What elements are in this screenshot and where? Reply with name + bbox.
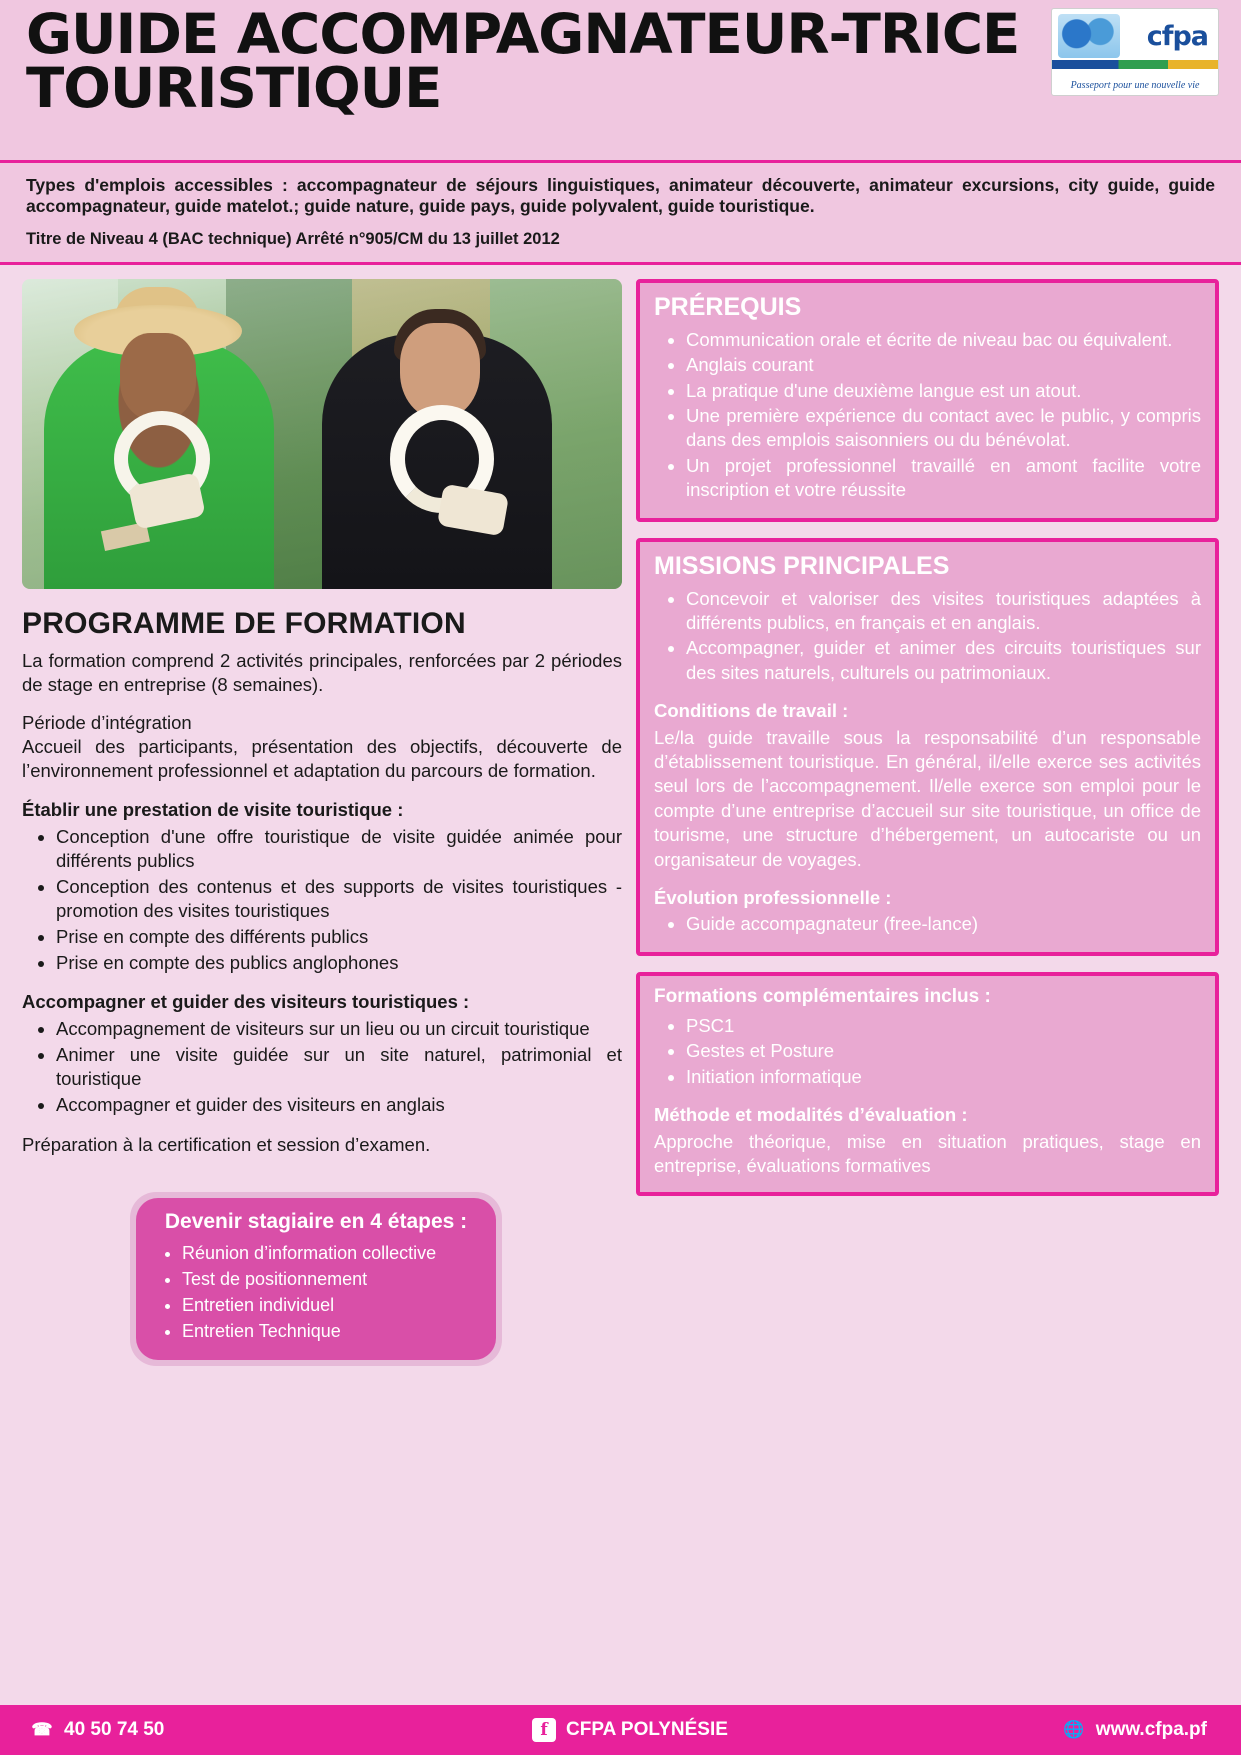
program-closing: Préparation à la certification et session d’examen. [22,1134,431,1156]
left-column [22,279,622,1366]
logo-faces-icon [1058,14,1120,58]
list-item: • Animer une visite guidée sur un site naturel, patrimonial et touristique [56,1043,622,1091]
footer-phone[interactable] [30,1718,390,1742]
prerequisites-box [636,279,1219,522]
list-item: • Concevoir et valoriser des visites touristiques adaptées à différents publics, en français et en anglais. [686,587,1201,636]
method-title: Méthode et modalités d’évaluation : [654,1104,968,1126]
facebook-icon: f [532,1718,556,1742]
evolution-list [654,912,1201,936]
page-title [26,2,1026,120]
list-item: • Accompagnement de visiteurs sur un lieu ou un circuit touristique [56,1017,622,1041]
diploma-text: Titre de Niveau 4 (BAC technique) Arrêté n°905/CM du 13 juillet 2012 [26,230,560,249]
block1-list [22,825,622,975]
bottom-strip [0,1751,1241,1755]
missions-list [654,587,1201,686]
list-item: • Initiation informatique [686,1065,1201,1089]
list-item: • Réunion d’information collective [182,1240,478,1266]
title-line-1: GUIDE ACCOMPAGNATEUR-TRICE [26,2,1020,66]
logo-wordmark: cfpa [1146,21,1208,52]
list-item: • Entretien Technique [182,1318,478,1344]
list-item: • Un projet professionnel travaillé en amont facilite votre inscription et votre réussite [686,454,1201,503]
list-item: • Conception des contenus et des supports de visites touristiques - promotion des visites touristiques [56,875,622,923]
right-column [636,279,1219,1366]
evolution-title: Évolution professionnelle : [654,887,892,909]
phone-icon: ☎ [31,1720,53,1739]
list-item: • La pratique d'une deuxième langue est un atout. [686,379,1201,403]
footer-facebook[interactable] [390,1718,870,1742]
complements-title: Formations complémentaires inclus : [654,985,991,1007]
logo-tagline: Passeport pour une nouvelle vie [1070,80,1200,91]
program-intro: La formation comprend 2 activités principales, renforcées par 2 périodes de stage en entreprise (8 semaines). [22,649,622,695]
steps-title: Devenir stagiaire en 4 étapes : [164,1209,468,1233]
missions-box [636,538,1219,956]
method-text: Approche théorique, mise en situation pratiques, stage en entreprise, évaluations formatives [654,1130,1201,1176]
footer [0,1699,1241,1755]
complements-list [654,1014,1201,1089]
list-item: • Prise en compte des différents publics [56,925,622,949]
header [0,0,1241,160]
body-area [0,265,1241,1366]
complements-box [636,972,1219,1196]
integration-title: Période d’intégration [22,711,192,733]
list-item: • Gestes et Posture [686,1039,1201,1063]
jobs-text: Types d'emplois accessibles : accompagnateur de séjours linguistiques, animateur découverte, animateur excursions, city guide, guide accompagnateur, guide matelot.; guide nature, guide pays, guide polyvalent, guide touristique. [26,175,1215,216]
title-block [26,2,1020,120]
list-item: • Guide accompagnateur (free-lance) [686,912,1201,936]
conditions-title: Conditions de travail : [654,700,849,722]
list-item: • Accompagner, guider et animer des circuits touristiques sur des sites naturels, culturels ou patrimoniaux. [686,636,1201,685]
footer-website-label: www.cfpa.pf [1095,1719,1207,1740]
missions-title: MISSIONS PRINCIPALES [654,551,950,580]
list-item: • Une première expérience du contact avec le public, y compris dans des emplois saisonniers ou du bénévolat. [686,404,1201,453]
cfpa-logo [1051,8,1219,96]
globe-icon: 🌐 [1063,1720,1085,1739]
steps-box [130,1192,502,1366]
list-item: • Entretien individuel [182,1292,478,1318]
block2-list [22,1017,622,1117]
conditions-text: Le/la guide travaille sous la responsabilité d’un responsable d’établissement touristique. En général, il/elle exerce ses activités seul lors de l’accompagnement. Il/elle exerce son emploi pour le compte d’une entreprise d’accueil sur site touristique, un office de tourisme, une structure d’hébergement, un autocariste ou un organisateur de voyages. [654,726,1201,870]
program-title: PROGRAMME DE FORMATION [22,606,466,640]
list-item: • Anglais courant [686,353,1201,377]
hero-photo [22,279,622,589]
steps-list [154,1240,478,1344]
prerequisites-list [654,328,1201,503]
list-item: • Test de positionnement [182,1266,478,1292]
footer-website[interactable] [870,1718,1207,1742]
list-item: • Conception d'une offre touristique de visite guidée animée pour différents publics [56,825,622,873]
list-item: • Communication orale et écrite de niveau bac ou équivalent. [686,328,1201,352]
prerequisites-title: PRÉREQUIS [654,292,802,321]
title-line-2: TOURISTIQUE [26,55,442,120]
list-item: • PSC1 [686,1014,1201,1038]
list-item: • Accompagner et guider des visiteurs en anglais [56,1093,622,1117]
footer-facebook-label: CFPA POLYNÉSIE [566,1719,728,1740]
subheader-band [0,160,1241,265]
integration-text: Accueil des participants, présentation des objectifs, découverte de l’environnement professionnel et adaptation du parcours de formation. [22,735,622,781]
block2-title: Accompagner et guider des visiteurs touristiques : [22,991,470,1013]
footer-phone-label: 40 50 74 50 [64,1719,165,1740]
block1-title: Établir une prestation de visite touristique : [22,798,404,820]
list-item: • Prise en compte des publics anglophones [56,951,622,975]
logo-color-bar [1052,60,1218,69]
